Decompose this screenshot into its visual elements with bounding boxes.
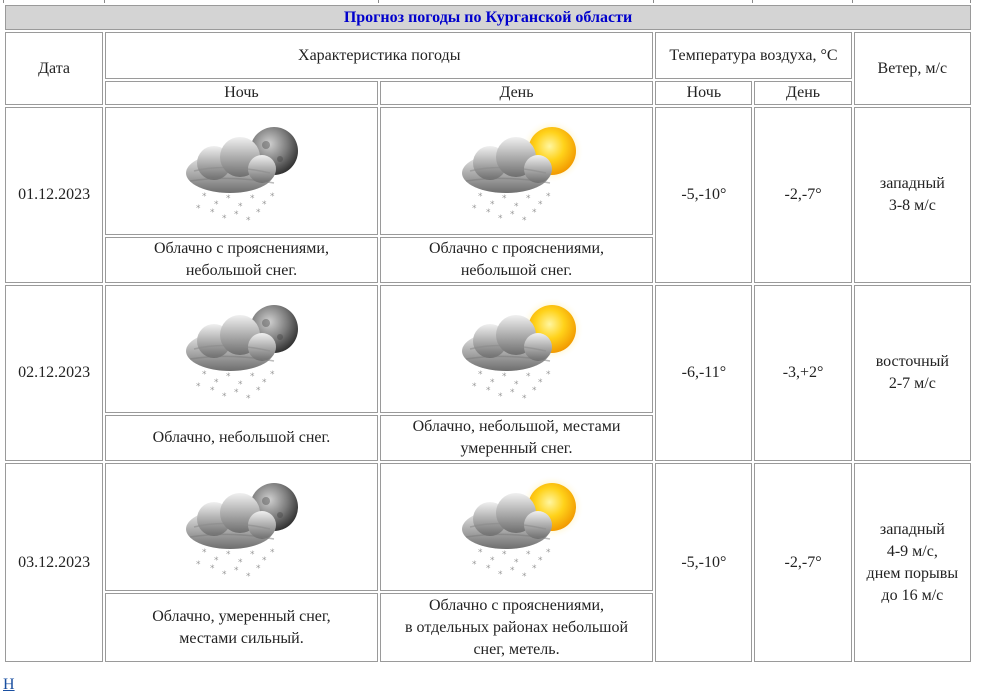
text-line: небольшой снег. [460, 262, 573, 279]
day-icon-cell [380, 463, 654, 591]
svg-text:*: * [250, 194, 255, 204]
svg-text:*: * [202, 370, 207, 380]
header-row-2 [5, 81, 971, 105]
svg-text:*: * [202, 548, 207, 558]
text-line: умеренный снег. [460, 440, 573, 457]
night-icon-cell [105, 463, 378, 591]
wind-cell [854, 463, 971, 662]
text-line: Облачно с прояснениями, [429, 596, 605, 614]
svg-text:*: * [509, 566, 514, 576]
svg-text:*: * [537, 556, 542, 566]
svg-text:*: * [234, 566, 239, 576]
svg-text:*: * [531, 386, 536, 396]
text-line: западный [879, 520, 945, 538]
svg-text:*: * [222, 570, 227, 580]
header-row-1 [5, 32, 971, 79]
svg-text:*: * [256, 386, 261, 396]
night-desc-cell [105, 415, 378, 461]
svg-text:*: * [246, 394, 251, 404]
svg-text:*: * [485, 208, 490, 218]
text-line: днем порывы [866, 564, 959, 582]
night-desc-cell [105, 237, 378, 283]
svg-text:*: * [471, 560, 476, 570]
svg-text:*: * [501, 372, 506, 382]
date-cell: 01.12.2023 [5, 107, 103, 283]
temp-day-cell: -3,+2° [754, 285, 851, 461]
svg-text:*: * [238, 202, 243, 212]
forecast-row [5, 285, 971, 413]
svg-text:*: * [477, 548, 482, 558]
forecast-title: Прогноз погоды по Курганской области [5, 5, 971, 30]
svg-text:*: * [196, 382, 201, 392]
svg-text:*: * [256, 564, 261, 574]
text-line: местами сильный. [179, 629, 304, 647]
night-icon-cell [105, 107, 378, 235]
day-desc-cell [380, 593, 654, 662]
night-icon-cell [105, 285, 378, 413]
day-icon-cell [380, 285, 654, 413]
text-line: 4-9 м/с, [886, 542, 938, 560]
date-cell: 03.12.2023 [5, 463, 103, 662]
svg-text:*: * [477, 370, 482, 380]
text-line: 3-8 м/с [888, 197, 936, 214]
svg-text:*: * [537, 200, 542, 210]
svg-text:*: * [210, 208, 215, 218]
svg-text:*: * [196, 560, 201, 570]
svg-text:*: * [246, 216, 251, 226]
svg-text:*: * [471, 382, 476, 392]
svg-text:*: * [262, 378, 267, 388]
svg-text:*: * [196, 204, 201, 214]
bottom-link[interactable]: Н [3, 676, 15, 693]
svg-text:*: * [485, 564, 490, 574]
text-line: Облачно с прояснениями, [153, 240, 329, 257]
svg-text:*: * [471, 204, 476, 214]
svg-text:*: * [250, 372, 255, 382]
temp-night-cell: -5,-10° [655, 463, 752, 662]
text-line: 2-7 м/с [888, 375, 936, 392]
svg-text:*: * [545, 192, 550, 202]
svg-text:*: * [501, 550, 506, 560]
svg-text:*: * [477, 192, 482, 202]
svg-text:*: * [226, 194, 231, 204]
svg-text:*: * [545, 548, 550, 558]
day-icon-cell [380, 107, 654, 235]
sun-cloud-snow-icon [385, 111, 649, 231]
svg-text:*: * [501, 194, 506, 204]
day-desc-cell [380, 415, 654, 461]
svg-text:*: * [270, 370, 275, 380]
night-desc-cell [105, 593, 378, 662]
svg-text:*: * [497, 214, 502, 224]
svg-text:*: * [509, 210, 514, 220]
text-line: Облачно, небольшой снег. [152, 429, 331, 446]
day-desc-cell [380, 237, 654, 283]
header-date: Дата [5, 32, 103, 105]
svg-text:*: * [531, 564, 536, 574]
svg-text:*: * [270, 548, 275, 558]
moon-cloud-snow-icon [110, 111, 373, 231]
svg-text:*: * [497, 392, 502, 402]
svg-text:*: * [210, 564, 215, 574]
svg-text:*: * [525, 372, 530, 382]
svg-text:*: * [545, 370, 550, 380]
svg-text:*: * [270, 192, 275, 202]
svg-text:*: * [210, 386, 215, 396]
svg-text:*: * [234, 210, 239, 220]
svg-text:*: * [537, 378, 542, 388]
text-line: западный [879, 175, 945, 192]
text-line: небольшой снег. [185, 262, 298, 279]
header-temperature: Температура воздуха, °С [655, 32, 851, 79]
svg-text:*: * [226, 550, 231, 560]
svg-text:*: * [222, 392, 227, 402]
text-line: в отдельных районах небольшой [404, 618, 629, 636]
header-night: Ночь [105, 81, 378, 105]
svg-text:*: * [513, 202, 518, 212]
svg-text:*: * [521, 394, 526, 404]
temp-night-cell: -5,-10° [655, 107, 752, 283]
svg-text:*: * [525, 194, 530, 204]
svg-text:*: * [202, 192, 207, 202]
caption-row [5, 5, 971, 30]
sun-cloud-snow-icon [385, 289, 649, 409]
date-cell: 02.12.2023 [5, 285, 103, 461]
svg-text:*: * [521, 216, 526, 226]
svg-text:*: * [485, 386, 490, 396]
svg-text:*: * [234, 388, 239, 398]
header-wind: Ветер, м/с [854, 32, 971, 105]
svg-text:*: * [214, 200, 219, 210]
svg-text:*: * [256, 208, 261, 218]
svg-text:*: * [214, 556, 219, 566]
svg-text:*: * [238, 558, 243, 568]
moon-cloud-snow-icon [110, 289, 373, 409]
header-temp-night: Ночь [655, 81, 752, 105]
text-line: восточный [875, 353, 949, 370]
temp-night-cell: -6,-11° [655, 285, 752, 461]
forecast-table [3, 3, 973, 664]
wind-cell [854, 285, 971, 461]
svg-text:*: * [531, 208, 536, 218]
header-weather: Характеристика погоды [105, 32, 653, 79]
svg-text:*: * [489, 378, 494, 388]
header-day: День [380, 81, 654, 105]
text-line: Облачно, умеренный снег, [152, 607, 331, 625]
svg-text:*: * [525, 550, 530, 560]
temp-day-cell: -2,-7° [754, 463, 851, 662]
forecast-row [5, 463, 971, 591]
svg-text:*: * [497, 570, 502, 580]
svg-text:*: * [262, 200, 267, 210]
svg-text:*: * [214, 378, 219, 388]
text-line: Облачно с прояснениями, [429, 240, 605, 257]
svg-text:*: * [509, 388, 514, 398]
text-line: до 16 м/с [881, 586, 944, 604]
svg-text:*: * [513, 380, 518, 390]
svg-text:*: * [226, 372, 231, 382]
temp-day-cell: -2,-7° [754, 107, 851, 283]
svg-text:*: * [238, 380, 243, 390]
svg-text:*: * [489, 556, 494, 566]
sun-cloud-snow-icon [385, 467, 649, 587]
svg-text:*: * [222, 214, 227, 224]
text-line: Облачно, небольшой, местами [412, 418, 621, 435]
svg-text:*: * [489, 200, 494, 210]
svg-text:*: * [513, 558, 518, 568]
header-temp-day: День [754, 81, 851, 105]
svg-text:*: * [250, 550, 255, 560]
svg-text:*: * [262, 556, 267, 566]
moon-cloud-snow-icon [110, 467, 373, 587]
forecast-row [5, 107, 971, 235]
wind-cell [854, 107, 971, 283]
svg-text:*: * [246, 572, 251, 582]
text-line: снег, метель. [473, 640, 560, 658]
svg-text:*: * [521, 572, 526, 582]
